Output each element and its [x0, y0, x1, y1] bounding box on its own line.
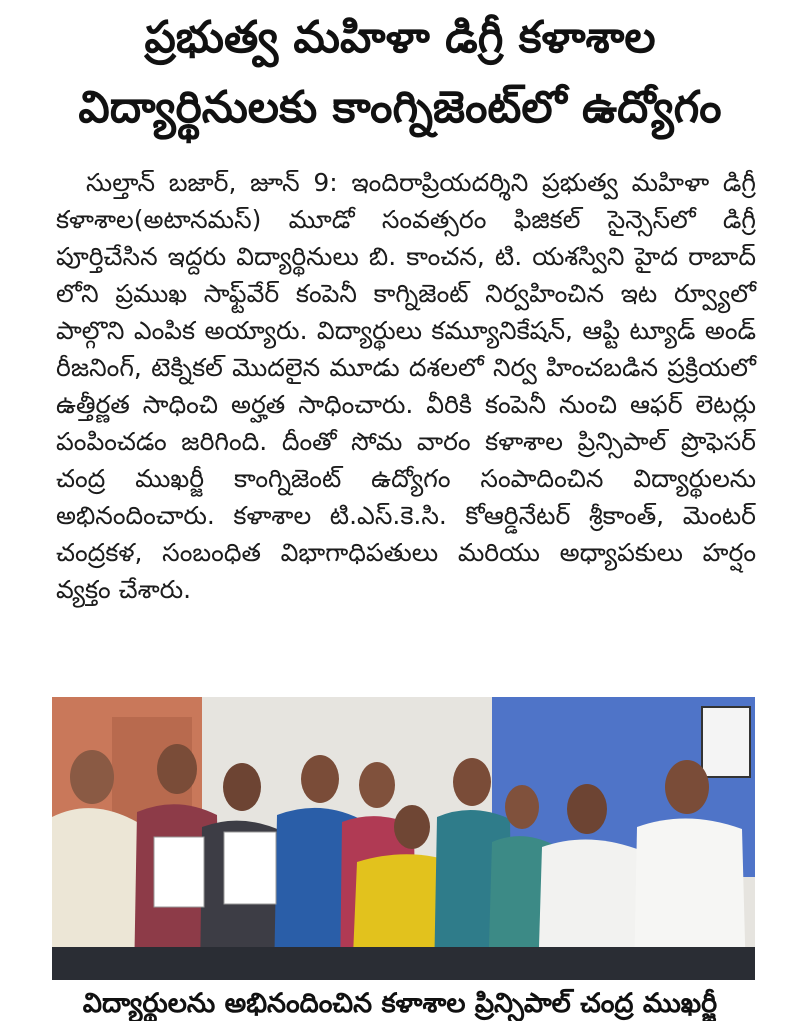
group-photo-illustration: [52, 697, 755, 980]
photo-caption: విద్యార్థులను అభినందించిన కళాశాల ప్రిన్సిపాల్ చంద్ర ముఖర్జీ: [82, 988, 718, 1019]
article-body: సుల్తాన్ బజార్, జూన్ 9: ఇందిరాప్రియదర్శిని ప్రభుత్వ మహిళా డిగ్రీ కళాశాల(అటానమస్) మూడో సంవత్సరం ఫిజికల్ సైన్సెస్‌లో డిగ్రీ పూర్తిచేసిన ఇద్దరు విద్యార్థినులు బి. కాంచన, టి. యశస్విని హైద రాబాద్ లోని ప్రముఖ సాఫ్ట్‌వేర్ కంపెనీ కాగ్నిజెంట్ నిర్వహించిన ఇట ర్వ్యూలో పాల్గొని ఎంపిక అయ్యారు. విద్యార్థులు కమ్యూనికేషన్, ఆప్టి ట్యూడ్ అండ్ రీజనింగ్, టెక్నికల్ మొదలైన మూడు దశలలో నిర్వ హించబడిన ప్రక్రియలో ఉత్తీర్ణత సాధించి అర్హత సాధించారు. వీరికి కంపెనీ నుంచి ఆఫర్ లెటర్లు పంపించడం జరిగింది. దీంతో సోమ వారం కళాశాల ప్రిన్సిపాల్ ప్రొఫెసర్ చంద్ర ముఖర్జీ కాంగ్నిజెంట్ ఉద్యోగం సంపాదించిన విద్యార్థులను అభినందించారు. కళాశాల టి.ఎస్.కె.సి. కోఆర్డినేటర్ శ్రీకాంత్, మెంటర్ చంద్రకళ, సంబంధిత విభాగాధిపతులు మరియు అధ్యాపకులు హర్షం వ్యక్తం చేశారు.: [56, 168, 756, 604]
wall-frame: [702, 707, 750, 777]
headline-line-1: ప్రభుత్వ మహిళా డిగ్రీ కళాశాల: [144, 12, 656, 63]
headline-line-2: విద్యార్థినులకు కాంగ్నిజెంట్‌లో ఉద్యోగం: [78, 82, 722, 133]
offer-letter-2: [224, 832, 276, 904]
offer-letter-1: [154, 837, 204, 907]
news-photo: [52, 697, 755, 980]
desk: [52, 947, 755, 980]
